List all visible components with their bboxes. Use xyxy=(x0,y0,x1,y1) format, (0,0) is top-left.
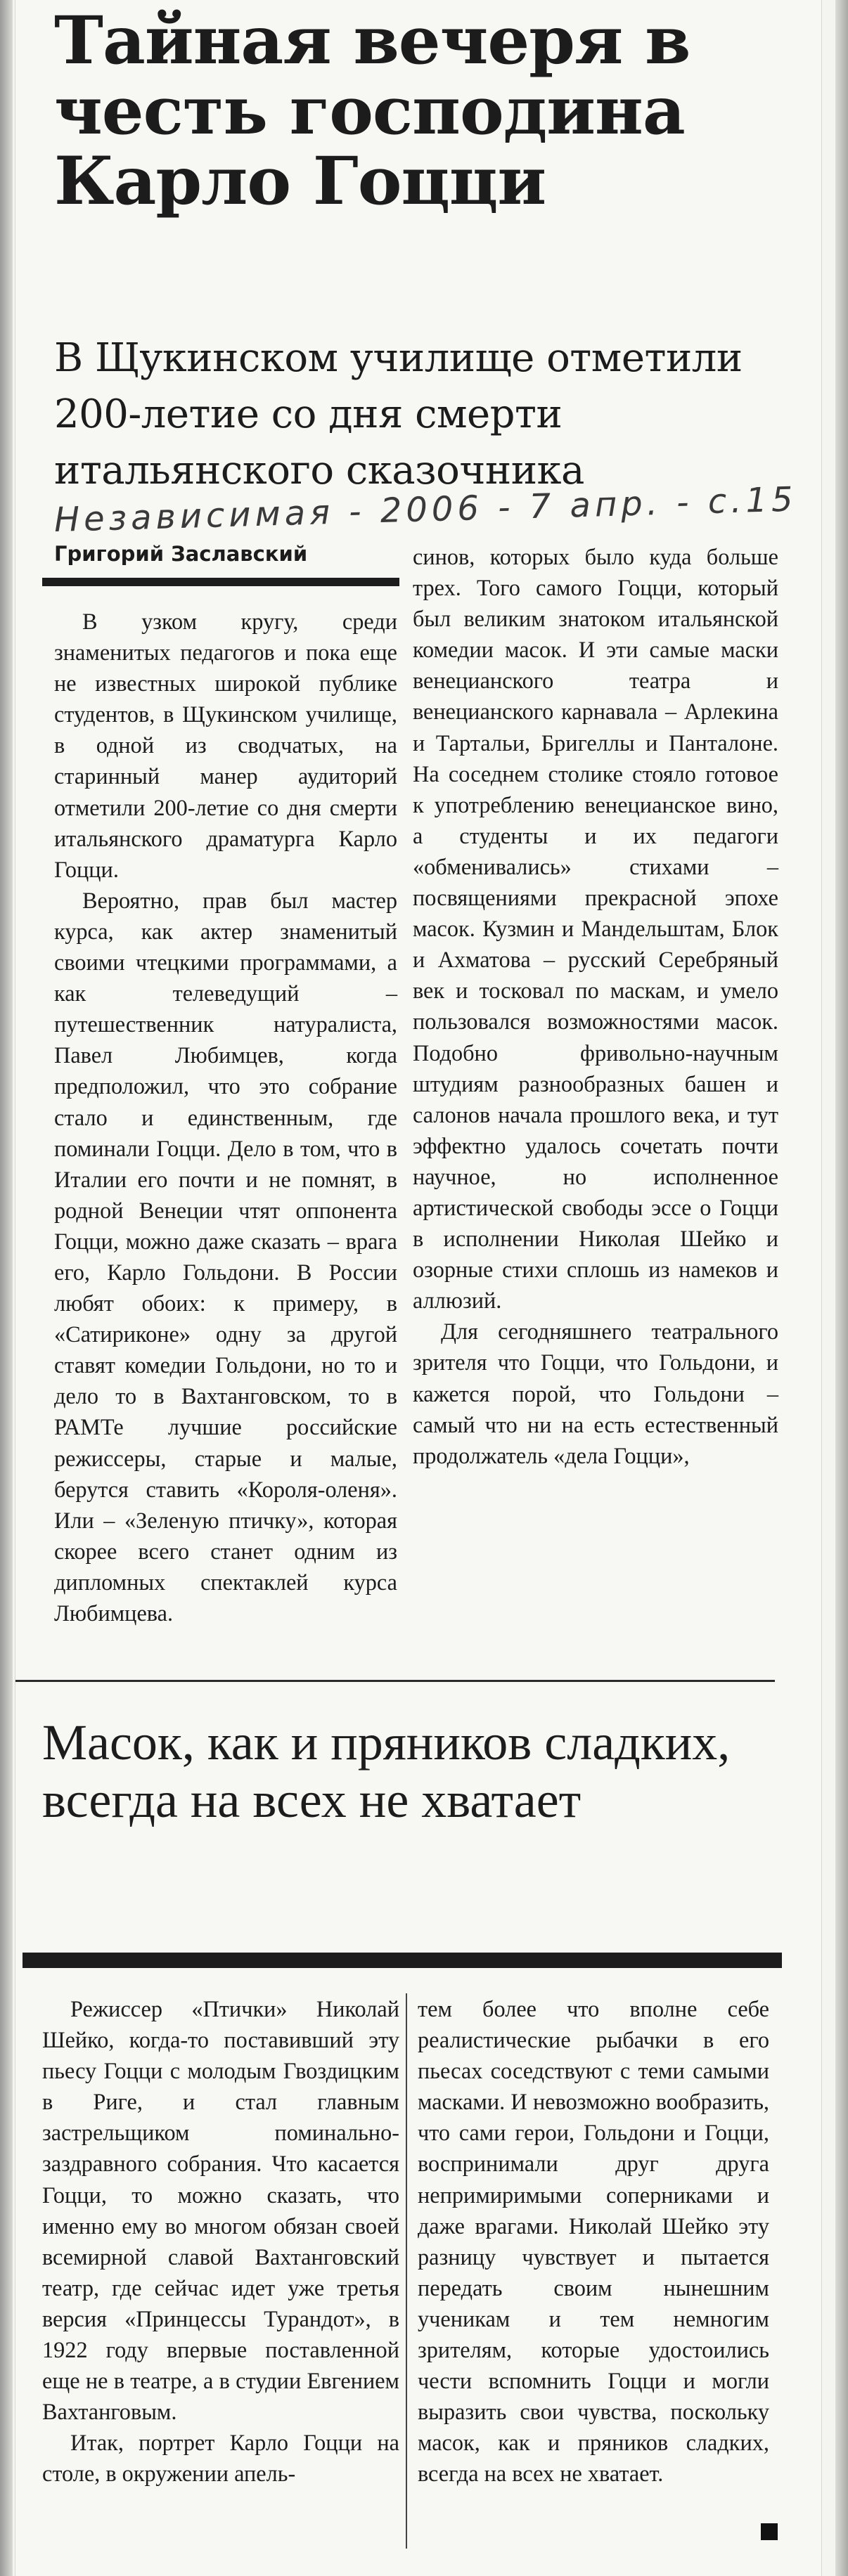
section-headline: Масок, как и пряников сладких, всегда на всех не хватает xyxy=(42,1714,731,1828)
article-headline: Тайная вечеря в честь господина Карло Гоцци xyxy=(54,2,690,220)
paragraph: Вероятно, прав был мастер курса, как актер знаменитый своими чтецкими программами, а как телеведущий – путешественник натуралиста, Павел Любимцев, когда предположил, что это собрание стало и единственным, где поминали Гоцци. Дело в том, что в Италии его почти и не помнят, в родной Венеции чтят оппонента Гоцци, можно даже сказать – врага его, Карло Гольдони. В России любят обоих: к примеру, в «Сатириконе» одну за другой ставят комедии Гольдони, но то и дело то в Вахтанговском, то в РАМТе лучшие российские режиссеры, старые и малые, берутся ставить «Короля-оленя». Или – «Зеленую птичку», которая скорее всего станет одним из дипломных спектаклей курса Любимцева. xyxy=(54,887,397,1626)
column-divider xyxy=(406,1993,407,2549)
author-byline: Григорий Заславский xyxy=(54,542,308,566)
section-rule xyxy=(23,1953,782,1968)
paragraph: Для сегодняшнего театрального зрителя что Гоцци, что Гольдони, и кажется порой, что Гольдони – самый что ни на есть естественный продолжатель «дела Гоцци», xyxy=(413,1319,778,1468)
article-column-3 xyxy=(42,1993,399,2490)
paragraph: Режиссер «Птички» Николай Шейко, когда-то поставивший эту пьесу Гоцци с молодым Гвоздицким в Риге, и стал главным застрельщиком поминально-заздравного собрания. Что касается Гоцци, то можно сказать, что именно ему во многом обязан своей всемирной славой Вахтанговский театр, где сейчас идет уже третья версия «Принцессы Турандот», в 1922 году впервые поставленной еще не в театре, а в студии Евгением Вахтанговым. xyxy=(42,1996,399,2425)
paragraph: тем более что вполне себе реалистические рыбачки в его пьесах соседствуют с теми самыми масками. И невозможно вообразить, что сами герои, Гольдони и Гоцци, воспринимали друг друга непримиримыми соперниками и даже врагами. Николай Шейко эту разницу чувствует и пытается передать своим нынешним ученикам и тем немногим зрителям, которые удостоились чести вспомнить Гоцци и могли выразить свои чувства, поскольку масок, как и пряников сладких, всегда на всех не хватает. xyxy=(418,1996,769,2487)
article-column-4 xyxy=(418,1993,769,2490)
byline-rule xyxy=(42,578,399,586)
section-divider xyxy=(15,1680,775,1682)
article-subtitle: В Щукинском училище отметили 200-летие со дня смерти итальянского сказочника xyxy=(54,335,743,493)
article-column-1 xyxy=(54,606,397,1629)
handwritten-source-note: Независимая - 2006 - 7 апр. - с.15 xyxy=(53,479,798,540)
paragraph: Итак, портрет Карло Гоцци на столе, в окружении апель- xyxy=(42,2430,399,2487)
paragraph: В узком кругу, среди знаменитых педагогов и пока еще не известных широкой публике студентов, в Щукинском училище, в одной из сводчатых, на старинный манер аудиторий отметили 200-летие со дня смерти итальянского драматурга Карло Гоцци. xyxy=(54,609,397,882)
scan-shadow-right xyxy=(835,0,848,2576)
scan-shadow-left xyxy=(0,0,13,2576)
article-column-2 xyxy=(413,541,778,1471)
end-of-article-mark xyxy=(761,2523,778,2540)
newspaper-clipping xyxy=(15,0,821,2576)
paragraph: синов, которых было куда больше трех. Того самого Гоцци, который был великим знатоком итальянской комедии масок. И эти самые маски венецианского театра и венецианского карнавала – Арлекина и Тартальи, Бригеллы и Панталоне. На соседнем столике стояло готовое к употреблению венецианское вино, а студенты и их педагоги «обменивались» стихами – посвящениями прекрасной эпохе масок. Кузмин и Мандельштам, Блок и Ахматова – русский Серебряный век и тосковал по маскам, и умело пользовался возможностями масок. Подобно фривольно-научным штудиям разнообразных башен и салонов начала прошлого века, и тут эффектно удалось сочетать почти научное, но исполненное артистической свободы эссе о Гоцци в исполнении Николая Шейко и озорные стихи сплошь из намеков и аллюзий. xyxy=(413,544,778,1314)
